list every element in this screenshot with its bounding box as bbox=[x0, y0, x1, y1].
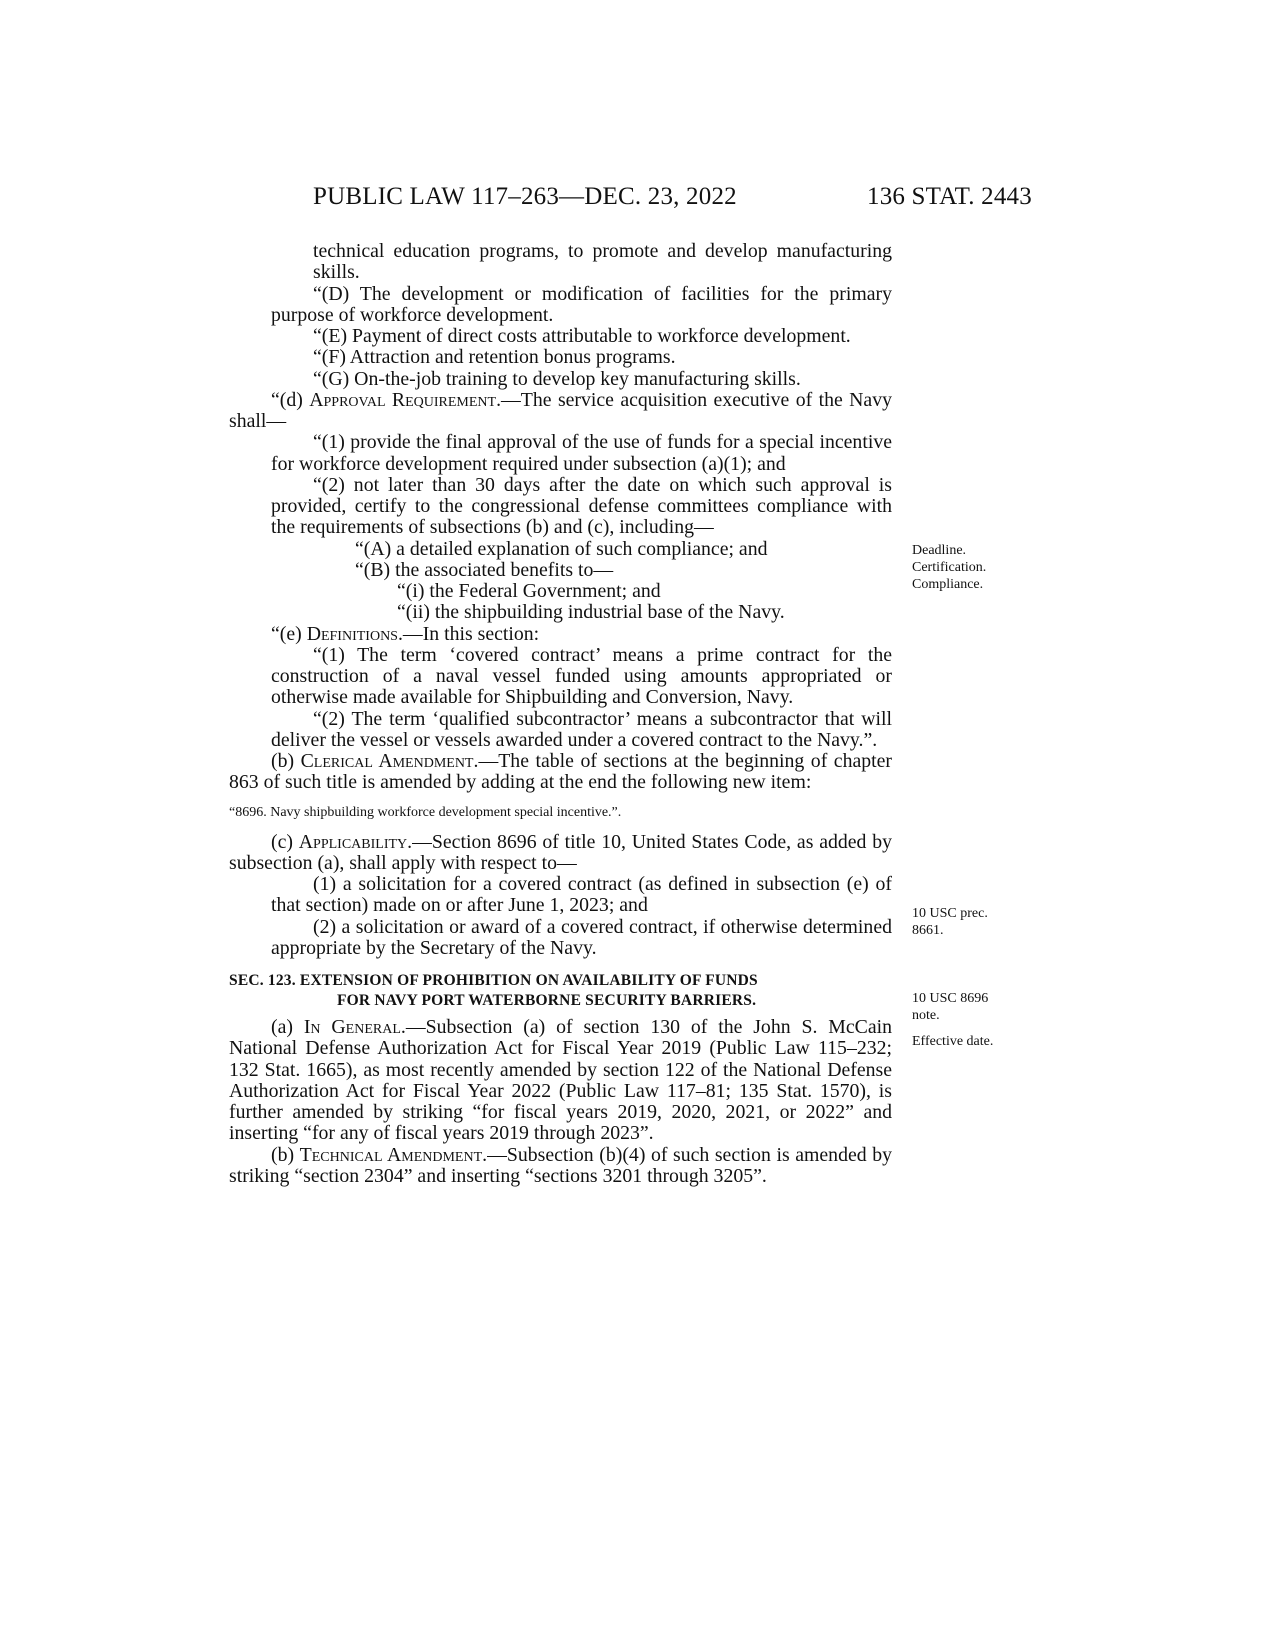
paragraph-c2: (2) a solicitation or award of a covered contract, if otherwise determined appropriate by the Secretary of the Navy. bbox=[271, 915, 892, 959]
subsection-b-text: .—The table of sections at the beginning of chapter 863 of such title is amended by adding at the end the following new item: bbox=[229, 750, 893, 794]
table-of-sections-item: “8696. Navy shipbuilding workforce development special incentive.”. bbox=[229, 804, 622, 820]
subsection-e bbox=[229, 624, 892, 645]
subsection-a-general bbox=[229, 1017, 892, 1145]
paragraph-E: “(E) Payment of direct costs attributable to workforce development. bbox=[313, 325, 851, 347]
subsection-tb-text: .—Subsection (b)(4) of such section is amended by striking “section 2304” and inserting “sections 3201 through 3205”. bbox=[229, 1143, 892, 1187]
margin-note-effective-date: Effective date. bbox=[912, 1034, 994, 1049]
margin-note-line: 10 USC 8696 bbox=[912, 991, 989, 1006]
subsection-c bbox=[229, 832, 892, 875]
section-heading-line-2: FOR NAVY PORT WATERBORNE SECURITY BARRIERS. bbox=[337, 992, 757, 1009]
subsection-b-label: (b) bbox=[271, 750, 301, 772]
margin-note-deadline bbox=[912, 542, 986, 593]
subsection-e-label: “(e) bbox=[271, 622, 307, 645]
subsection-c-heading: Applicability bbox=[298, 830, 408, 853]
paragraph-F: “(F) Attraction and retention bonus programs. bbox=[313, 346, 676, 369]
main-text-column bbox=[229, 241, 892, 1187]
subsection-c-label: (c) bbox=[271, 830, 299, 853]
margin-note-line: note. bbox=[912, 1008, 940, 1023]
subsection-b-technical bbox=[229, 1145, 892, 1188]
paragraph-D: “(D) The development or modification of facilities for the primary purpose of workforce development. bbox=[271, 282, 892, 326]
subsection-a-text: .—Subsection (a) of section 130 of the John S. McCain National Defense Authorization Act for Fiscal Year 2019 (Public Law 115–232; 132 Stat. 1665), as most recently amended by section 122 of the National Defense Authorization Act for Fiscal Year 2022 (Public Law 117–81; 135 Stat. 1570), is further amended by striking “for fiscal years 2019, 2020, 2021, or 2022” and inserting “for any of fiscal years 2019 through 2023”. bbox=[229, 1016, 892, 1145]
paragraph-c1: (1) a solicitation for a covered contract (as defined in subsection (e) of that section) made on or after June 1, 2023; and bbox=[271, 873, 892, 917]
subsection-b-clerical bbox=[229, 751, 892, 794]
subsection-a-label: (a) bbox=[271, 1016, 304, 1038]
subsection-e-heading: Definitions bbox=[306, 622, 398, 645]
margin-note-line: Certification. bbox=[912, 560, 987, 575]
subsection-c-text: .—Section 8696 of title 10, United States Code, as added by subsection (a), shall apply with respect to— bbox=[229, 830, 893, 874]
subsection-d-label: “(d) bbox=[271, 388, 310, 411]
margin-note-line: 8661. bbox=[912, 923, 944, 938]
subsection-d-text: .—The service acquisition executive of the Navy shall— bbox=[229, 388, 892, 432]
statute-page-number: 136 STAT. 2443 bbox=[867, 183, 1032, 210]
subsection-tb-heading: Technical Amendment bbox=[299, 1143, 483, 1166]
paragraph-d1: “(1) provide the final approval of the use of funds for a special incentive for workforce development required under subsection (a)(1); and bbox=[271, 431, 892, 475]
margin-note-line: Deadline. bbox=[912, 543, 967, 558]
margin-note-line: 10 USC prec. bbox=[912, 906, 988, 921]
clause-dii: “(ii) the shipbuilding industrial base of the Navy. bbox=[397, 601, 785, 624]
paragraph-d2: “(2) not later than 30 days after the date on which such approval is provided, certify to the congressional defense committees compliance with the requirements of subsections (b) and (c), including— bbox=[271, 473, 892, 539]
subsection-b-heading: Clerical Amendment bbox=[300, 750, 474, 772]
subsection-a-heading: In General bbox=[303, 1016, 401, 1038]
subsection-e-text: .—In this section: bbox=[397, 622, 540, 645]
paragraph-G: “(G) On-the-job training to develop key manufacturing skills. bbox=[313, 367, 801, 390]
paragraph-e2: “(2) The term ‘qualified subcontractor’ means a subcontractor that will deliver the vessel or vessels awarded under a covered contract to the Navy.”. bbox=[271, 707, 892, 751]
section-heading-line-1: SEC. 123. EXTENSION OF PROHIBITION ON AVAILABILITY OF FUNDS bbox=[229, 972, 758, 989]
paragraph-e1: “(1) The term ‘covered contract’ means a prime contract for the construction of a naval vessel funded using amounts appropriated or otherwise made available for Shipbuilding and Conversion, Navy. bbox=[271, 643, 892, 709]
section-123-heading bbox=[229, 971, 892, 1011]
clause-di: “(i) the Federal Government; and bbox=[397, 580, 661, 602]
subparagraph-dA: “(A) a detailed explanation of such compliance; and bbox=[355, 537, 768, 560]
subsection-d bbox=[229, 390, 892, 433]
margin-note-usc-8696 bbox=[912, 990, 988, 1024]
margin-note-usc-prec bbox=[912, 905, 988, 939]
subparagraph-dB: “(B) the associated benefits to— bbox=[355, 558, 614, 581]
running-header-title: PUBLIC LAW 117–263—DEC. 23, 2022 bbox=[313, 183, 737, 210]
margin-note-line: Compliance. bbox=[912, 577, 984, 592]
subsection-d-heading: Approval Requirement bbox=[309, 388, 497, 411]
subsection-tb-label: (b) bbox=[271, 1143, 300, 1166]
paragraph-cont: technical education programs, to promote and develop manufacturing skills. bbox=[313, 240, 892, 284]
